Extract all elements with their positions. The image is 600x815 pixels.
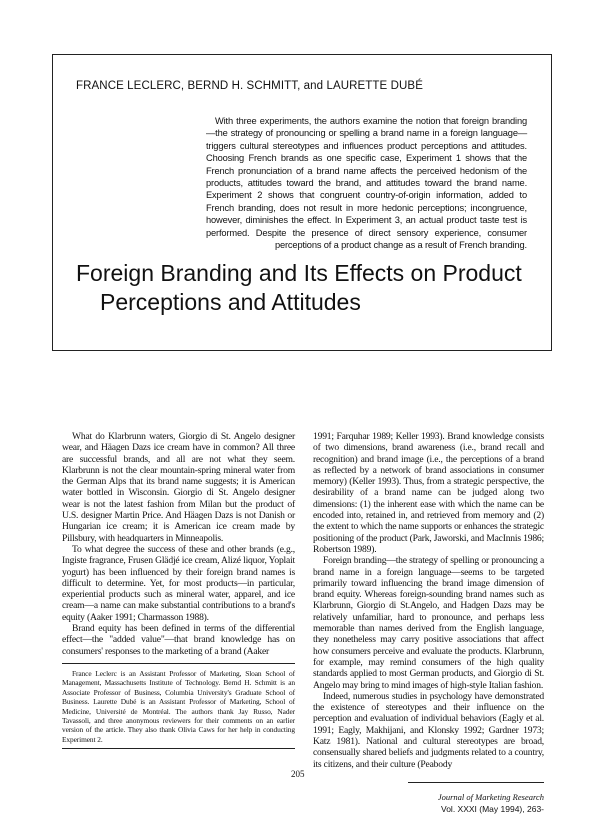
- left-column: [62, 431, 295, 657]
- journal-name: Journal of Marketing Research: [437, 791, 544, 802]
- paragraph: Brand equity has been defined in terms of the differential effect—the "added value"—that brand knowledge has on consumers' responses to the marketing of a brand (Aaker: [62, 623, 295, 657]
- article-title: [76, 259, 536, 317]
- paragraph: What do Klarbrunn waters, Giorgio di St. Angelo designer wear, and Häagen Dazs ice cream have in common? All three are successful brands, and all are not what they seem. Klarbrunn is not the clear mountain-spring mineral water from the German Alps that its brand name suggests; it is American water bottled in Wisconsin. Giorgio di St. Angelo designer wear is not the latest fashion from Milan but the product of U.S. designer Martin Price. And Häagen Dazs is not Danish or Hungarian ice cream; it is American ice cream made by Pillsbury, with headquarters in Minneapolis.: [62, 431, 295, 544]
- page-number: 205: [291, 769, 305, 780]
- paragraph: Foreign branding—the strategy of spelling or pronouncing a brand name in a foreign language—seems to be targeted primarily toward influencing the brand image dimension of brand equity. Whereas foreign-sounding brand names such as Klarbrunn, Giorgio di St.Angelo, and Hadgen Dazs may be relatively unfamiliar, hard to pronounce, and perhaps less memorable than names derived from the English language, they nonetheless may carry positive associations that affect how consumers perceive and evaluate the products. Klarbrunn, for example, may remind consumers of the high quality standards applied to most German products, and Giorgio di St. Angelo may bring to mind images of high-style Italian fashion.: [313, 555, 544, 691]
- journal-issue: Vol. XXXI (May 1994), 263-: [441, 803, 544, 814]
- title-line-2: Perceptions and Attitudes: [100, 289, 361, 316]
- journal-rule: [408, 782, 544, 783]
- right-column: [313, 431, 544, 770]
- title-line-1: Foreign Branding and Its Effects on Product: [76, 260, 522, 287]
- abstract: With three experiments, the authors examine the notion that foreign branding—the strategy of pronouncing or spelling a brand name in a foreign language—triggers cultural stereotypes and influences product perceptions and attitudes. Choosing French brands as one specific case, Experiment 1 shows that the French pronunciation of a brand name affects the perceived hedonism of the products, attitudes toward the brand, and attitudes toward the brand name. Experiment 2 shows that congruent country-of-origin information, added to French branding, does not result in more hedonic perceptions; incongruence, however, diminishes the effect. In Experiment 3, an actual product taste test is performed. Despite the presence of direct sensory experience, consumer perceptions of a product change as a result of French branding.: [206, 116, 527, 251]
- authors: FRANCE LECLERC, BERND H. SCHMITT, and LAURETTE DUBÉ: [76, 80, 423, 92]
- footnote-rule: [62, 663, 295, 664]
- paragraph: Indeed, numerous studies in psychology have demonstrated the existence of stereotypes and their influence on the perception and evaluation of individual behaviors (Eagly et al. 1991; Eagly, Makhijani, and Klonsky 1992; Gardner 1973; Katz 1981). National and cultural stereotypes are broad, consensually shared beliefs and judgments related to a country, its citizens, and their culture (Peabody: [313, 690, 544, 770]
- body-columns: [62, 431, 600, 815]
- paragraph: 1991; Farquhar 1989; Keller 1993). Brand knowledge consists of two dimensions, brand awareness (i.e., brand recall and recognition) and brand image (i.e., the perceptions of a brand as reflected by a network of brand associations in consumer memory) (Keller 1993). Thus, from a strategic perspective, the desirability of a brand name can be judged along two dimensions: (1) the inherent ease with which the name can be encoded into, retained in, and retrieved from memory and (2) the extent to which the name supports or enhances the strategic positioning of the product (Park, Jaworski, and MacInnis 1986; Robertson 1989).: [313, 431, 544, 555]
- right-flow: [313, 431, 544, 815]
- footnote-bottom-rule: [62, 748, 295, 749]
- journal-citation: [313, 791, 544, 815]
- footnote: France Leclerc is an Assistant Professor of Marketing, Sloan School of Management, Massachusetts Institute of Technology. Bernd H. Schmitt is an Associate Professor of Business, Columbia University's Graduate School of Business. Laurette Dubé is an Assistant Professor of Marketing, School of Medicine, Université de Montréal. The authors thank Jay Russo, Nader Tavassoli, and three anonymous reviewers for their comments on an earlier version of the article. They also thank Olivia Caws for her help in conducting Experiment 2.: [62, 668, 295, 744]
- header-box: [52, 54, 552, 351]
- left-flow: [62, 431, 305, 780]
- paragraph: To what degree the success of these and other brands (e.g., Ingiste fragrance, Frusen Glädjé ice cream, Alizé liquor, Yoplait yogurt) has been influenced by their foreign brand names is difficult to determine. Yet, for most products—in particular, experiential products such as mineral water, apparel, and ice cream—a name can make substantial contributions to a brand's equity (Aaker 1991; Charmasson 1988).: [62, 543, 295, 623]
